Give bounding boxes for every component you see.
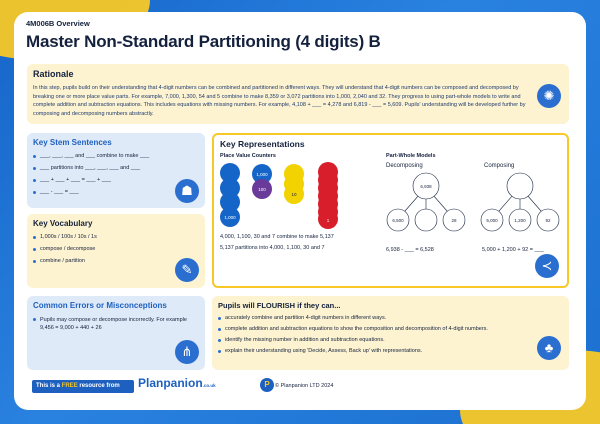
- counter-label: 100: [258, 187, 266, 192]
- part-whole-models: [382, 171, 562, 235]
- flourish-panel: [212, 296, 569, 370]
- flourish-item: identify the missing number in addition and subtraction equations.: [218, 337, 563, 343]
- pvc-caption-partition: 5,137 partitions into 4,000, 1,100, 30 and 7: [220, 245, 325, 251]
- composing-equation: 5,000 + 1,200 + 92 = ___: [482, 247, 544, 253]
- flourish-item: explain their understanding using 'Decide, Assess, Back up' with representations.: [218, 348, 563, 354]
- rationale-heading: Rationale: [33, 69, 74, 79]
- stem-item: ___ + ___ + ___ = ___ + ___: [33, 177, 199, 183]
- stem-item: ___ - ___ = ___: [33, 189, 199, 195]
- flourish-item: accurately combine and partition 4-digit numbers in different ways.: [218, 315, 563, 321]
- bird-icon: ≺: [535, 254, 559, 278]
- decomposing-model: [387, 173, 465, 231]
- decomposing-equation: 6,938 - ___ = 6,528: [386, 247, 434, 253]
- pvc-title: Place Value Counters: [220, 153, 276, 159]
- page-title: Master Non-Standard Partitioning (4 digits) B: [26, 32, 381, 51]
- pw-part: 1,200: [514, 218, 526, 223]
- errors-item: Pupils may compose or decompose incorrectly. For example 9,456 = 9,000 + 440 + 26: [33, 316, 199, 332]
- rationale-panel: [27, 64, 569, 124]
- logo-suffix: .co.uk: [202, 383, 216, 388]
- lesson-code: 4M006B Overview: [26, 19, 90, 28]
- badge-free: FREE: [61, 383, 78, 389]
- planpanion-logo[interactable]: [138, 376, 216, 390]
- key-vocabulary-panel: [27, 214, 205, 288]
- speaker-icon: ☗: [175, 179, 199, 203]
- ones-counters: [318, 162, 338, 229]
- pvc-caption-combine: 4,000, 1,100, 30 and 7 combine to make 5,137: [220, 234, 334, 240]
- stem-item: ___ partitions into ___, ___, ___ and ___: [33, 165, 199, 171]
- free-resource-badge: [32, 380, 134, 393]
- pw-title: Part-Whole Models: [386, 153, 436, 159]
- composing-model: [481, 173, 559, 231]
- branch-icon: ⋔: [175, 340, 199, 364]
- stem-item: ___, ___, ___ and ___ combine to make ___: [33, 153, 199, 159]
- feather-icon: ✎: [175, 258, 199, 282]
- pw-part: 28: [451, 218, 457, 223]
- flourish-heading: Pupils will FLOURISH if they can...: [218, 301, 341, 310]
- flourish-item: complete addition and subtraction equations to show the composition and decomposition of 4-digit numbers.: [218, 326, 563, 332]
- vocab-item: compose / decompose: [33, 246, 199, 252]
- counter-label: 1: [326, 218, 330, 223]
- key-stem-sentences-panel: [27, 133, 205, 208]
- pw-part: 5,000: [486, 218, 498, 223]
- composing-label: Composing: [484, 163, 515, 169]
- pw-whole: 6,938: [420, 184, 432, 189]
- counter-label: 1,000: [256, 172, 268, 177]
- errors-heading: Common Errors or Misconceptions: [33, 301, 167, 310]
- badge-text: This is a: [36, 383, 62, 389]
- vocab-item: combine / partition: [33, 258, 199, 264]
- keyrep-heading: Key Representations: [220, 139, 305, 149]
- brain-icon: ✺: [537, 84, 561, 108]
- planpanion-mark-icon: P: [260, 378, 274, 392]
- stem-heading: Key Stem Sentences: [33, 138, 112, 147]
- counter-label: 10: [291, 192, 297, 197]
- logo-text: Planpanion: [138, 376, 203, 390]
- hundreds-counter: [252, 179, 272, 199]
- key-representations-panel: [212, 133, 569, 288]
- badge-text: resource from: [77, 383, 120, 389]
- tree-icon: ♣: [537, 336, 561, 360]
- common-errors-panel: [27, 296, 205, 370]
- tens-counters: [284, 164, 304, 204]
- vocab-heading: Key Vocabulary: [33, 219, 93, 228]
- place-value-counters: [218, 162, 348, 230]
- copyright: © Planpanion LTD 2024: [275, 383, 334, 389]
- pw-part: 92: [545, 218, 551, 223]
- pw-part: 6,500: [392, 218, 404, 223]
- counter-label: 1,000: [224, 215, 236, 220]
- vocab-item: 1,000s / 100s / 10s / 1s: [33, 234, 199, 240]
- rationale-text: In this step, pupils build on their understanding that 4-digit numbers can be combined and partitioned in different ways. They will understand that 4-digit numbers can be composed and decomposed by breaking one or more place value parts. For example, 7,000, 1,300, 54 and 5 combine to make 8,359 or 3,072 partitions into 1,000, 2,040 and 32. They progress to using part-whole models to write and complete addition and subtraction equations. This includes equations with missing numbers. For example, 4,108 + ___ = 4,278 and 6,819 - ___ = 5,609. Pupils' understanding will be developed further by composing and decomposing numbers abstractly.: [33, 85, 526, 117]
- decomposing-label: Decomposing: [386, 163, 423, 169]
